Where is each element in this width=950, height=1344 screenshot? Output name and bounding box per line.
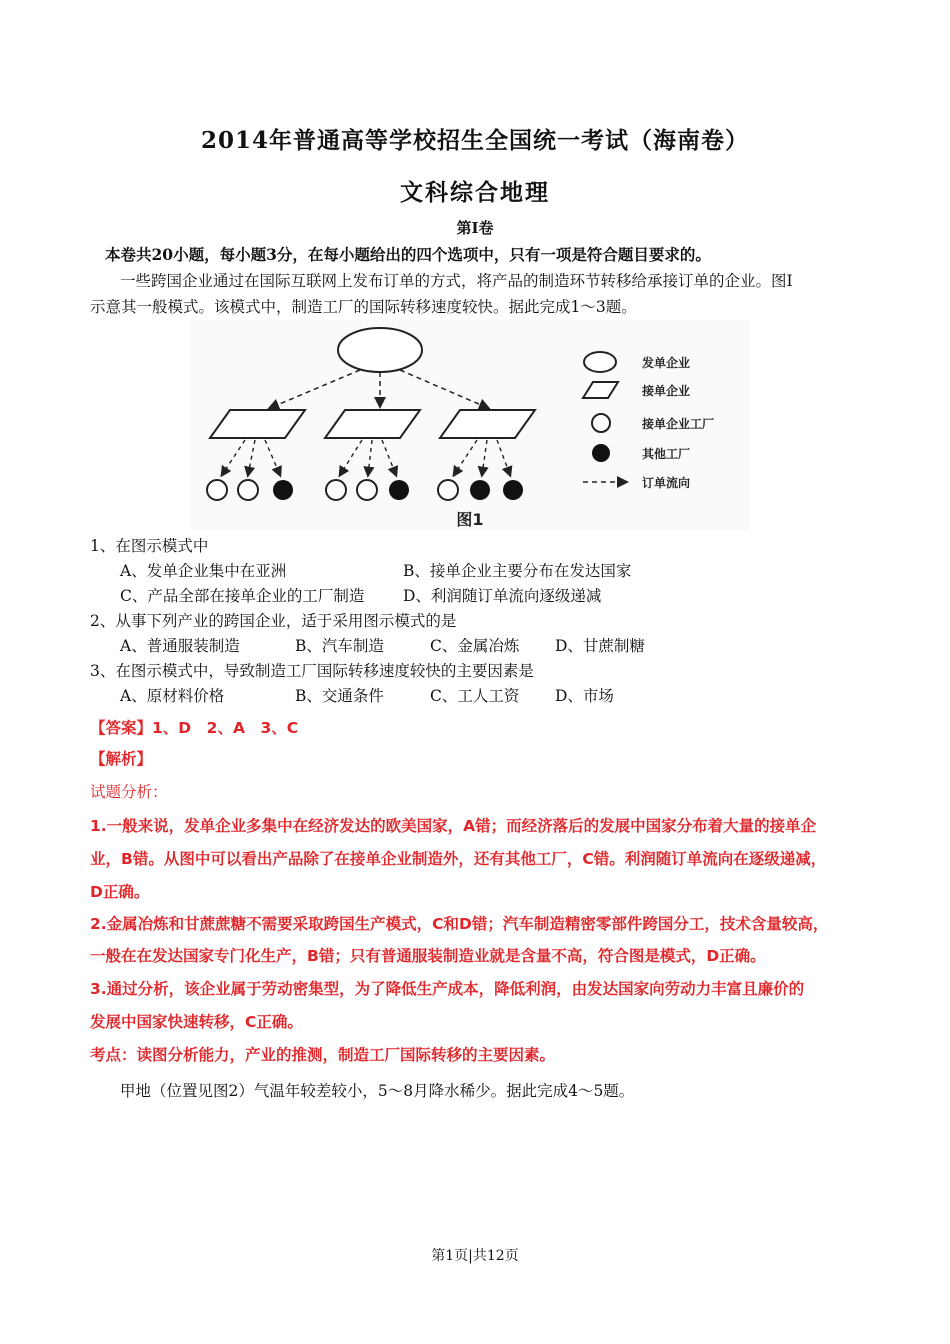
legend-label: 接单企业工厂 — [642, 417, 715, 431]
question-2-stem: 2、从事下列产业的跨国企业，适于采用图示模式的是 — [90, 612, 457, 630]
analysis-p3-line1: 3.通过分析，该企业属于劳动密集型，为了降低生产成本，降低利润，由发达国家向劳动力丰富且廉价的 — [90, 980, 805, 998]
question-1-option-c: C、产品全部在接单企业的工厂制造 — [120, 587, 365, 605]
analysis-kaodian: 考点：读图分析能力，产业的推测，制造工厂国际转移的主要因素。 — [90, 1046, 556, 1064]
exam-subtitle: 文科综合地理 — [400, 179, 550, 206]
question-3-stem: 3、在图示模式中，导致制造工厂国际转移速度较快的主要因素是 — [90, 662, 534, 680]
figure-1-diagram — [190, 320, 750, 530]
analysis-p2-line2: 一般在在发达国家专门化生产，B错；只有普通服装制造业就是含量不高，符合图是模式，D正确。 — [90, 947, 766, 965]
analysis-p1-line3: D正确。 — [90, 883, 150, 901]
answer-line — [90, 716, 298, 738]
question-1-option-b: B、接单企业主要分布在发达国家 — [403, 562, 632, 580]
question-1-stem: 1、在图示模式中 — [90, 537, 209, 555]
question-3-option-b: B、交通条件 — [295, 687, 384, 705]
other-factory-dot — [503, 480, 523, 500]
receiving-factory-circle — [326, 480, 346, 500]
legend-filled-circle-icon — [592, 444, 610, 462]
intro-line-1: 一些跨国企业通过在国际互联网上发布订单的方式，将产品的制造环节转移给承接订单的企业。图Ⅰ — [120, 272, 793, 290]
other-factory-dot — [389, 480, 409, 500]
legend-label: 接单企业 — [642, 384, 691, 398]
analysis-p2-line1: 2.金属冶炼和甘蔗蔗糖不需要采取跨国生产模式，C和D错；汽车制造精密零部件跨国分工，技术含量较高， — [90, 915, 829, 933]
question-2-option-a: A、普通服装制造 — [120, 637, 240, 655]
next-intro: 甲地（位置见图2）气温年较差较小，5～8月降水稀少。据此完成4～5题。 — [120, 1082, 635, 1100]
ordering-company-ellipse — [338, 328, 422, 372]
other-factory-dot — [470, 480, 490, 500]
legend-ellipse-icon — [584, 352, 616, 372]
analysis-p3-line2: 发展中国家快速转移，C正确。 — [90, 1013, 303, 1031]
analysis-label: 【解析】 — [90, 750, 153, 768]
legend-open-circle-icon — [592, 414, 610, 432]
question-1-option-d: D、利润随订单流向逐级递减 — [403, 587, 602, 605]
answer-text: 1、D 2、A 3、C — [152, 719, 299, 737]
question-3-option-d: D、市场 — [555, 687, 614, 705]
analysis-p1-line1: 1.一般来说，发单企业多集中在经济发达的欧美国家，A错；而经济落后的发展中国家分布着大量的接单企 — [90, 817, 817, 835]
intro-line-2: 示意其一般模式。该模式中，制造工厂的国际转移速度较快。据此完成1～3题。 — [90, 298, 637, 316]
answer-label: 【答案】 — [90, 719, 153, 737]
figure-caption: 图1 — [456, 510, 484, 529]
legend-label: 订单流向 — [642, 476, 691, 490]
analysis-p1-line2: 业，B错。从图中可以看出产品除了在接单企业制造外，还有其他工厂，C错。利润随订单流向在逐级递减， — [90, 850, 827, 868]
legend-label: 发单企业 — [642, 356, 691, 370]
instructions: 本卷共20小题，每小题3分，在每小题给出的四个选项中，只有一项是符合题目要求的。 — [105, 245, 711, 264]
exam-title: 2014年普通高等学校招生全国统一考试（海南卷） — [200, 127, 749, 154]
receiving-factory-circle — [238, 480, 258, 500]
section-heading: 第Ⅰ卷 — [456, 219, 494, 237]
other-factory-dot — [273, 480, 293, 500]
page-footer: 第1页|共12页 — [431, 1248, 519, 1264]
legend-label: 其他工厂 — [642, 447, 691, 461]
receiving-factory-circle — [438, 480, 458, 500]
receiving-factory-circle — [207, 480, 227, 500]
analysis-heading: 试题分析： — [90, 783, 168, 801]
question-2-option-d: D、甘蔗制糖 — [555, 637, 645, 655]
question-2-option-b: B、汽车制造 — [295, 637, 384, 655]
question-3-option-c: C、工人工资 — [430, 687, 520, 705]
receiving-factory-circle — [357, 480, 377, 500]
question-3-option-a: A、原材料价格 — [120, 687, 225, 705]
question-2-option-c: C、金属冶炼 — [430, 637, 520, 655]
question-1-option-a: A、发单企业集中在亚洲 — [120, 562, 287, 580]
